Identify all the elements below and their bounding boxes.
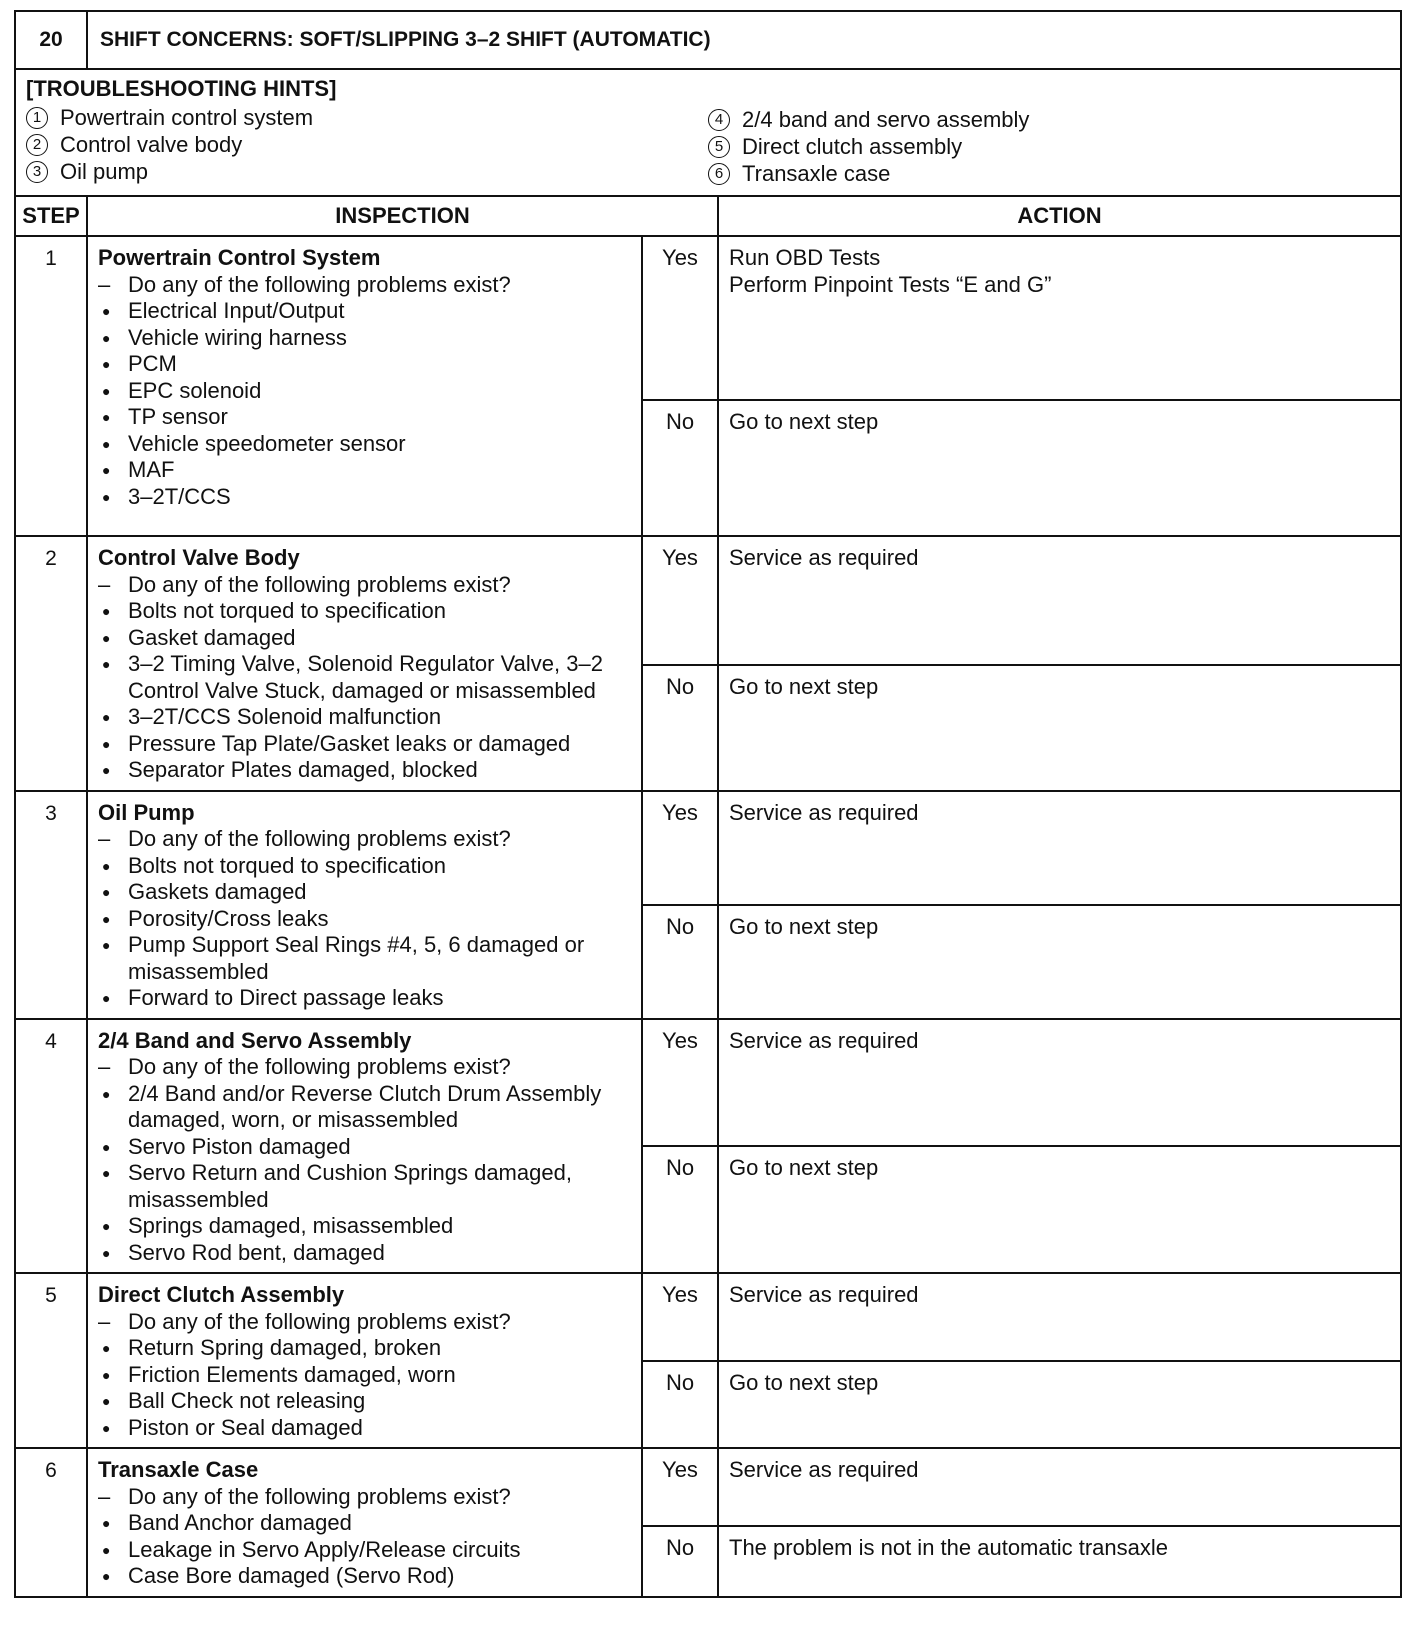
- inspection-question: [98, 1484, 631, 1511]
- inspection-title: Transaxle Case: [98, 1457, 259, 1482]
- dash-marker: –: [98, 1483, 111, 1509]
- step-number: 5: [15, 1273, 87, 1448]
- bullet-text: Gasket damaged: [128, 624, 296, 650]
- step-number: 6: [15, 1448, 87, 1597]
- yes-action: Service as required: [718, 536, 1401, 665]
- bullet-text: Case Bore damaged (Servo Rod): [128, 1563, 455, 1588]
- bullet-icon: ●: [102, 1515, 111, 1531]
- hint-text: Powertrain control system: [60, 105, 314, 130]
- bullet-icon: ●: [102, 656, 111, 672]
- bullet-item: [98, 351, 631, 378]
- hint-number-circle: 1: [26, 107, 48, 129]
- inspection-title: Powertrain Control System: [98, 245, 381, 270]
- step-number: 1: [15, 236, 87, 536]
- bullet-item: [98, 1362, 631, 1389]
- step-row: [15, 536, 1401, 665]
- no-label: No: [642, 665, 718, 790]
- inspection-question: [98, 826, 631, 853]
- bullet-item: [98, 457, 631, 484]
- hints-right-column: [708, 104, 1390, 187]
- bullet-icon: ●: [102, 1085, 111, 1102]
- hint-text: Transaxle case: [742, 161, 891, 186]
- bullet-text: Band Anchor damaged: [128, 1510, 352, 1535]
- bullet-icon: ●: [102, 1366, 111, 1383]
- bullet-text: Servo Piston damaged: [128, 1133, 351, 1159]
- no-action: Go to next step: [718, 1146, 1401, 1273]
- bullet-icon: ●: [102, 1138, 111, 1155]
- yes-label: Yes: [642, 1019, 718, 1146]
- bullet-icon: ●: [102, 1541, 111, 1558]
- yes-action: Service as required: [718, 1448, 1401, 1526]
- yes-action: Run OBD Tests Perform Pinpoint Tests “E and G”: [718, 236, 1401, 400]
- bullet-text: Forward to Direct passage leaks: [128, 985, 444, 1010]
- bullet-icon: ●: [102, 1340, 111, 1356]
- bullet-item: [98, 1335, 631, 1362]
- bullet-text: Servo Return and Cushion Springs damaged, misassembled: [128, 1160, 572, 1212]
- inspection-question: [98, 572, 631, 599]
- step-row: [15, 1019, 1401, 1146]
- bullet-item: [98, 731, 631, 758]
- no-action: Go to next step: [718, 1361, 1401, 1449]
- question-text: Do any of the following problems exist?: [128, 1308, 511, 1334]
- bullet-text: PCM: [128, 351, 177, 376]
- bullet-icon: ●: [102, 857, 111, 874]
- bullet-text: Servo Rod bent, damaged: [128, 1239, 385, 1265]
- column-header-row: [15, 196, 1401, 236]
- inspection-cell: [87, 791, 642, 1019]
- hints-left-column: [26, 104, 708, 187]
- bullet-icon: ●: [102, 910, 111, 927]
- bullet-icon: ●: [102, 382, 111, 399]
- bullet-text: Bolts not torqued to specification: [128, 598, 446, 623]
- hint-number-circle: 2: [26, 134, 48, 156]
- hints-grid: [26, 104, 1390, 187]
- bullet-text: Electrical Input/Output: [128, 298, 345, 323]
- troubleshooting-hints: [15, 69, 1401, 196]
- bullet-icon: ●: [102, 709, 111, 725]
- bullet-text: 3–2T/CCS Solenoid malfunction: [128, 704, 442, 729]
- bullet-icon: ●: [102, 356, 111, 372]
- bullet-item: [98, 298, 631, 325]
- hint-item: [26, 131, 708, 158]
- question-text: Do any of the following problems exist?: [128, 1483, 511, 1509]
- yes-label: Yes: [642, 536, 718, 665]
- hint-item: [708, 160, 1390, 187]
- bullet-icon: ●: [102, 435, 111, 452]
- question-text: Do any of the following problems exist?: [128, 826, 511, 851]
- yes-label: Yes: [642, 1273, 718, 1361]
- yes-label: Yes: [642, 236, 718, 400]
- question-text: Do any of the following problems exist?: [128, 1054, 511, 1079]
- inspection-cell: [87, 1448, 642, 1597]
- bullet-text: 3–2 Timing Valve, Solenoid Regulator Valve, 3–2 Control Valve Stuck, damaged or misassembled: [128, 651, 603, 703]
- dash-marker: –: [98, 1054, 111, 1079]
- inspection-question: [98, 1309, 631, 1336]
- bullet-item: [98, 932, 631, 985]
- bullet-icon: ●: [102, 1393, 111, 1409]
- page-title: SHIFT CONCERNS: SOFT/SLIPPING 3–2 SHIFT (AUTOMATIC): [87, 11, 1401, 69]
- yes-action: Service as required: [718, 791, 1401, 905]
- bullet-item: [98, 704, 631, 731]
- no-label: No: [642, 1146, 718, 1273]
- yes-label: Yes: [642, 791, 718, 905]
- bullet-item: [98, 625, 631, 652]
- bullet-text: 2/4 Band and/or Reverse Clutch Drum Assembly damaged, worn, or misassembled: [128, 1080, 602, 1132]
- step-column-header: STEP: [15, 196, 87, 236]
- bullet-icon: ●: [102, 329, 111, 346]
- bullet-item: [98, 325, 631, 352]
- inspection-title: 2/4 Band and Servo Assembly: [98, 1027, 412, 1053]
- hints-row: [15, 69, 1401, 196]
- bullet-text: Friction Elements damaged, worn: [128, 1361, 456, 1387]
- question-text: Do any of the following problems exist?: [128, 271, 511, 297]
- inspection-title: Control Valve Body: [98, 545, 300, 570]
- hint-item: [708, 133, 1390, 160]
- bullet-text: Bolts not torqued to specification: [128, 852, 446, 878]
- bullet-text: Vehicle speedometer sensor: [128, 430, 406, 456]
- bullet-icon: ●: [102, 990, 111, 1006]
- no-action: Go to next step: [718, 905, 1401, 1019]
- bullet-item: [98, 484, 631, 511]
- bullet-item: [98, 378, 631, 405]
- bullet-text: Pump Support Seal Rings #4, 5, 6 damaged or misassembled: [128, 932, 585, 984]
- step-number: 2: [15, 536, 87, 791]
- hint-item: [708, 106, 1390, 133]
- bullet-icon: ●: [102, 762, 111, 778]
- step-row: [15, 791, 1401, 905]
- bullet-icon: ●: [102, 735, 111, 752]
- bullet-item: [98, 1213, 631, 1240]
- bullet-icon: ●: [102, 1419, 111, 1436]
- bullet-item: [98, 1240, 631, 1267]
- bullet-text: EPC solenoid: [128, 377, 262, 403]
- bullet-item: [98, 1388, 631, 1415]
- bullet-item: [98, 598, 631, 625]
- bullet-icon: ●: [102, 462, 111, 478]
- bullet-icon: ●: [102, 1218, 111, 1234]
- inspection-question: [98, 1054, 631, 1081]
- inspection-cell: [87, 236, 642, 536]
- bullet-icon: ●: [102, 1244, 111, 1261]
- bullet-item: [98, 853, 631, 880]
- hint-text: Direct clutch assembly: [742, 134, 963, 159]
- hint-text: 2/4 band and servo assembly: [742, 107, 1030, 132]
- bullet-item: [98, 757, 631, 784]
- dash-marker: –: [98, 271, 111, 297]
- bullet-item: [98, 431, 631, 458]
- action-column-header: ACTION: [718, 196, 1401, 236]
- troubleshooting-table: [14, 10, 1402, 1598]
- step-number: 3: [15, 791, 87, 1019]
- bullet-icon: ●: [102, 937, 111, 953]
- bullet-icon: ●: [102, 629, 111, 646]
- dash-marker: –: [98, 1308, 111, 1334]
- bullet-icon: ●: [102, 884, 111, 900]
- bullet-item: [98, 1134, 631, 1161]
- inspection-title: Oil Pump: [98, 799, 195, 825]
- bullet-text: 3–2T/CCS: [128, 483, 231, 509]
- inspection-question: [98, 272, 631, 299]
- no-action: Go to next step: [718, 665, 1401, 790]
- question-text: Do any of the following problems exist?: [128, 571, 511, 597]
- inspection-column-header: INSPECTION: [87, 196, 718, 236]
- bullet-text: Pressure Tap Plate/Gasket leaks or damaged: [128, 730, 571, 756]
- bullet-item: [98, 1563, 631, 1590]
- bullet-icon: ●: [102, 488, 111, 505]
- bullet-icon: ●: [102, 409, 111, 425]
- bullet-text: Ball Check not releasing: [128, 1388, 366, 1413]
- bullet-text: TP sensor: [128, 404, 228, 429]
- no-label: No: [642, 1361, 718, 1449]
- bullet-icon: ●: [102, 1568, 111, 1584]
- bullet-text: Separator Plates damaged, blocked: [128, 757, 478, 782]
- bullet-text: Vehicle wiring harness: [128, 324, 347, 350]
- bullet-text: Leakage in Servo Apply/Release circuits: [128, 1536, 521, 1562]
- hints-title: [TROUBLESHOOTING HINTS]: [26, 76, 337, 101]
- no-action: The problem is not in the automatic transaxle: [718, 1526, 1401, 1596]
- bullet-item: [98, 985, 631, 1012]
- dash-marker: –: [98, 571, 111, 597]
- troubleshooting-sheet: [14, 10, 1400, 1624]
- no-label: No: [642, 905, 718, 1019]
- hint-number-circle: 3: [26, 161, 48, 183]
- header-row: [15, 11, 1401, 69]
- bullet-text: Springs damaged, misassembled: [128, 1213, 454, 1238]
- bullet-item: [98, 1415, 631, 1442]
- no-label: No: [642, 400, 718, 536]
- yes-label: Yes: [642, 1448, 718, 1526]
- bullet-item: [98, 1160, 631, 1213]
- bullet-icon: ●: [102, 303, 111, 319]
- bullet-text: Porosity/Cross leaks: [128, 905, 329, 931]
- bullet-item: [98, 404, 631, 431]
- inspection-cell: [87, 536, 642, 791]
- bullet-text: MAF: [128, 457, 175, 482]
- step-row: [15, 1448, 1401, 1526]
- yes-action: Service as required: [718, 1273, 1401, 1361]
- step-row: [15, 1273, 1401, 1361]
- bullet-item: [98, 1081, 631, 1134]
- yes-action: Service as required: [718, 1019, 1401, 1146]
- bullet-icon: ●: [102, 603, 111, 619]
- bullet-item: [98, 1510, 631, 1537]
- hint-number-circle: 4: [708, 109, 730, 131]
- bullet-text: Return Spring damaged, broken: [128, 1335, 442, 1360]
- bullet-item: [98, 1537, 631, 1564]
- chart-number: 20: [15, 11, 87, 69]
- bullet-item: [98, 651, 631, 704]
- inspection-title: Direct Clutch Assembly: [98, 1282, 345, 1307]
- step-number: 4: [15, 1019, 87, 1274]
- hint-number-circle: 5: [708, 136, 730, 158]
- hint-item: [26, 104, 708, 131]
- hint-number-circle: 6: [708, 163, 730, 185]
- no-action: Go to next step: [718, 400, 1401, 536]
- bullet-item: [98, 879, 631, 906]
- hint-item: [26, 158, 708, 185]
- bullet-text: Piston or Seal damaged: [128, 1414, 363, 1440]
- inspection-cell: [87, 1273, 642, 1448]
- no-label: No: [642, 1526, 718, 1596]
- bullet-item: [98, 906, 631, 933]
- bullet-text: Gaskets damaged: [128, 879, 307, 904]
- bullet-icon: ●: [102, 1165, 111, 1181]
- hint-text: Control valve body: [60, 132, 243, 157]
- hint-text: Oil pump: [60, 159, 149, 184]
- step-row: [15, 236, 1401, 400]
- inspection-cell: [87, 1019, 642, 1274]
- dash-marker: –: [98, 826, 111, 851]
